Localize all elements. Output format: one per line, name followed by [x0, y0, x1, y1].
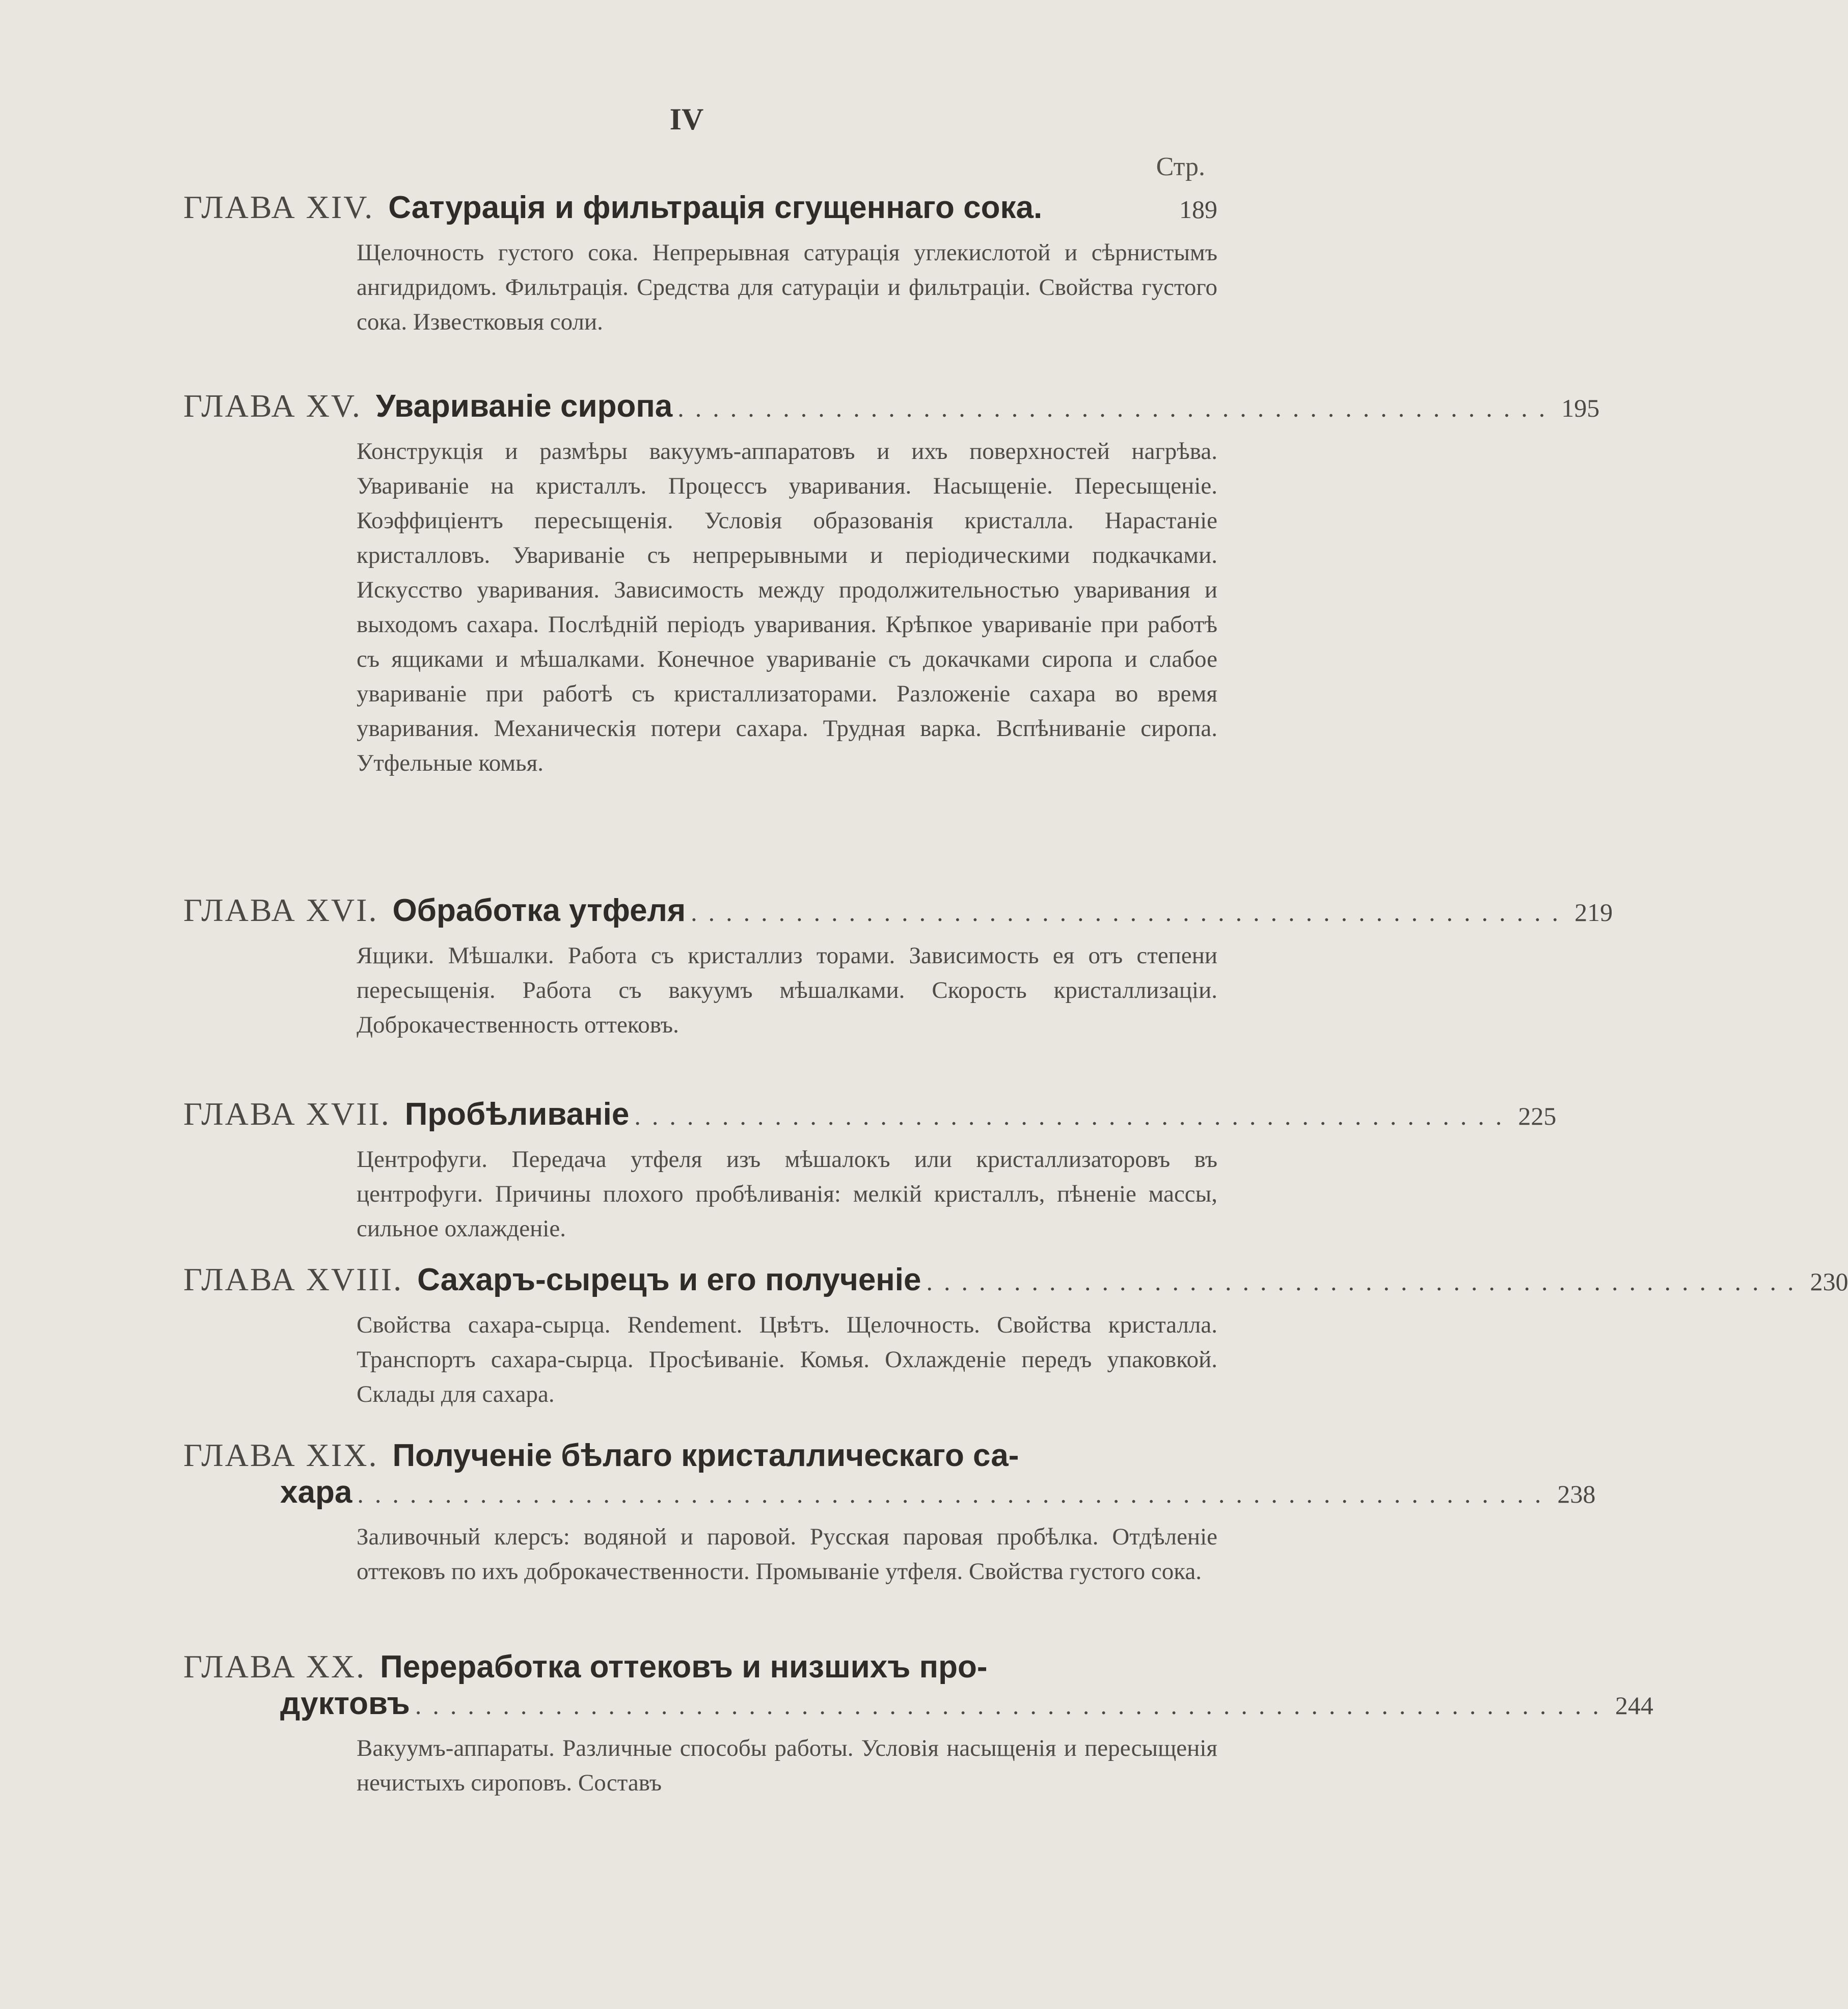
chapter-title[interactable]: Обработка утфеля — [392, 893, 686, 928]
chapter-description: Ящики. Мѣшалки. Работа съ кристаллиз торами. Зависимость ея отъ степени пересыщенія. Работа съ вакуумъ мѣшалками. Скорость кристаллизаціи. Доброкачественность оттековъ. — [357, 942, 1217, 1038]
chapter-page-number[interactable]: 238 — [1557, 1480, 1596, 1508]
chapter-heading-continued — [280, 1686, 1653, 1722]
chapter-heading-continued — [280, 1474, 1596, 1510]
chapter-heading — [183, 1436, 1217, 1474]
chapter-title-continued[interactable]: дуктовъ — [280, 1686, 410, 1721]
chapter-number: ГЛАВА XX. — [183, 1648, 366, 1685]
chapter-number: ГЛАВА XV. — [183, 388, 362, 424]
chapter-title[interactable]: Сахаръ-сырецъ и его полученіе — [417, 1262, 921, 1297]
chapter-number: ГЛАВА XVIII. — [183, 1261, 403, 1297]
chapter-description: Заливочный клерсъ: водяной и паровой. Русская паровая пробѣлка. Отдѣленіе оттековъ по ихъ доброкачественности. Промываніе утфеля. Свойства густого сока. — [357, 1524, 1217, 1585]
chapter-number: ГЛАВА XVII. — [183, 1096, 391, 1132]
chapter-title[interactable]: Полученіе бѣлаго кристаллическаго са- — [392, 1438, 1019, 1473]
chapter-page-number[interactable]: 230 — [1810, 1267, 1848, 1296]
dot-leader: .................................................. — [926, 1267, 1805, 1296]
chapter-page-number[interactable]: 244 — [1615, 1691, 1653, 1720]
chapter-entry — [183, 1648, 1653, 1800]
chapter-title[interactable]: Сатурація и фильтрація сгущеннаго сока. — [388, 190, 1043, 225]
chapter-title[interactable]: Переработка оттековъ и низшихъ про- — [380, 1649, 988, 1685]
chapter-number: ГЛАВА XVI. — [183, 892, 378, 928]
chapter-description: Свойства сахара-сырца. Rendement. Цвѣтъ. Щелочность. Свойства кристалла. Транспортъ сахара-сырца. Просѣиваніе. Комья. Охлажденіе передъ упаковкой. Склады для сахара. — [357, 1312, 1217, 1407]
chapter-page-number[interactable]: 189 — [1179, 195, 1217, 224]
dot-leader: .................................................................... — [415, 1691, 1610, 1720]
chapter-page-number[interactable]: 195 — [1561, 394, 1600, 422]
dot-leader: .................................................................... — [357, 1480, 1553, 1508]
chapter-number: ГЛАВА XIV. — [183, 189, 374, 225]
chapter-description: Вакуумъ-аппараты. Различные способы работы. Условія насыщенія и пересыщенія нечистыхъ сироповъ. Составъ — [357, 1735, 1217, 1796]
chapter-heading — [183, 1648, 1217, 1686]
chapter-page-number[interactable]: 219 — [1574, 898, 1613, 927]
chapter-description: Центрофуги. Передача утфеля изъ мѣшалокъ или кристаллизаторовъ въ центрофуги. Причины плохого пробѣливанія: мелкій кристаллъ, пѣненіе массы, сильное охлажденіе. — [357, 1146, 1217, 1242]
chapter-number: ГЛАВА XIX. — [183, 1437, 378, 1473]
chapter-title[interactable]: Увариваніе сиропа — [375, 389, 673, 424]
page-folio: IV — [669, 102, 704, 136]
chapter-heading — [183, 387, 1600, 425]
chapter-entry — [183, 1261, 1848, 1411]
chapter-heading — [183, 1095, 1557, 1133]
chapter-page-number[interactable]: 225 — [1518, 1102, 1557, 1130]
chapter-heading — [183, 891, 1613, 929]
chapter-entry — [183, 1095, 1557, 1246]
chapter-heading — [183, 1261, 1848, 1298]
dot-leader: .................................................. — [634, 1102, 1513, 1130]
chapter-heading — [183, 188, 1217, 226]
chapter-description: Конструкція и размѣры вакуумъ-аппаратовъ и ихъ поверхностей нагрѣва. Увариваніе на кристаллъ. Процессъ уваривания. Насыщеніе. Пересыщеніе. Коэффиціентъ пересыщенія. Условія образованія кристалла. Нарастаніе кристалловъ. Увариваніе съ непрерывными и періодическими подкачками. Искусство уваривания. Зависимость между продолжительностью уваривания и выходомъ сахара. Послѣдній періодъ уваривания. Крѣпкое увариваніе при работѣ съ ящиками и мѣшалками. Конечное увариваніе съ докачками сиропа и слабое увариваніе при работѣ съ кристаллизаторами. Разложеніе сахара во время уваривания. Механическія потери сахара. Трудная варка. Вспѣниваніе сиропа. Утфельные комья. — [357, 438, 1217, 776]
page-column-label: Стр. — [1156, 152, 1205, 181]
chapter-title[interactable]: Пробѣливаніе — [404, 1097, 630, 1132]
dot-leader: .................................................. — [677, 394, 1557, 422]
chapter-entry — [183, 188, 1217, 339]
chapter-entry — [183, 1436, 1596, 1589]
chapter-title-continued[interactable]: хара — [280, 1475, 352, 1510]
chapter-description: Щелочность густого сока. Непрерывная сатурація углекислотой и сѣрнистымъ ангидридомъ. Фильтрація. Средства для сатураціи и фильтраціи. Свойства густого сока. Известковыя соли. — [357, 239, 1217, 335]
chapter-entry — [183, 891, 1613, 1042]
chapter-entry — [183, 387, 1600, 780]
dot-leader: .................................................. — [691, 898, 1570, 927]
